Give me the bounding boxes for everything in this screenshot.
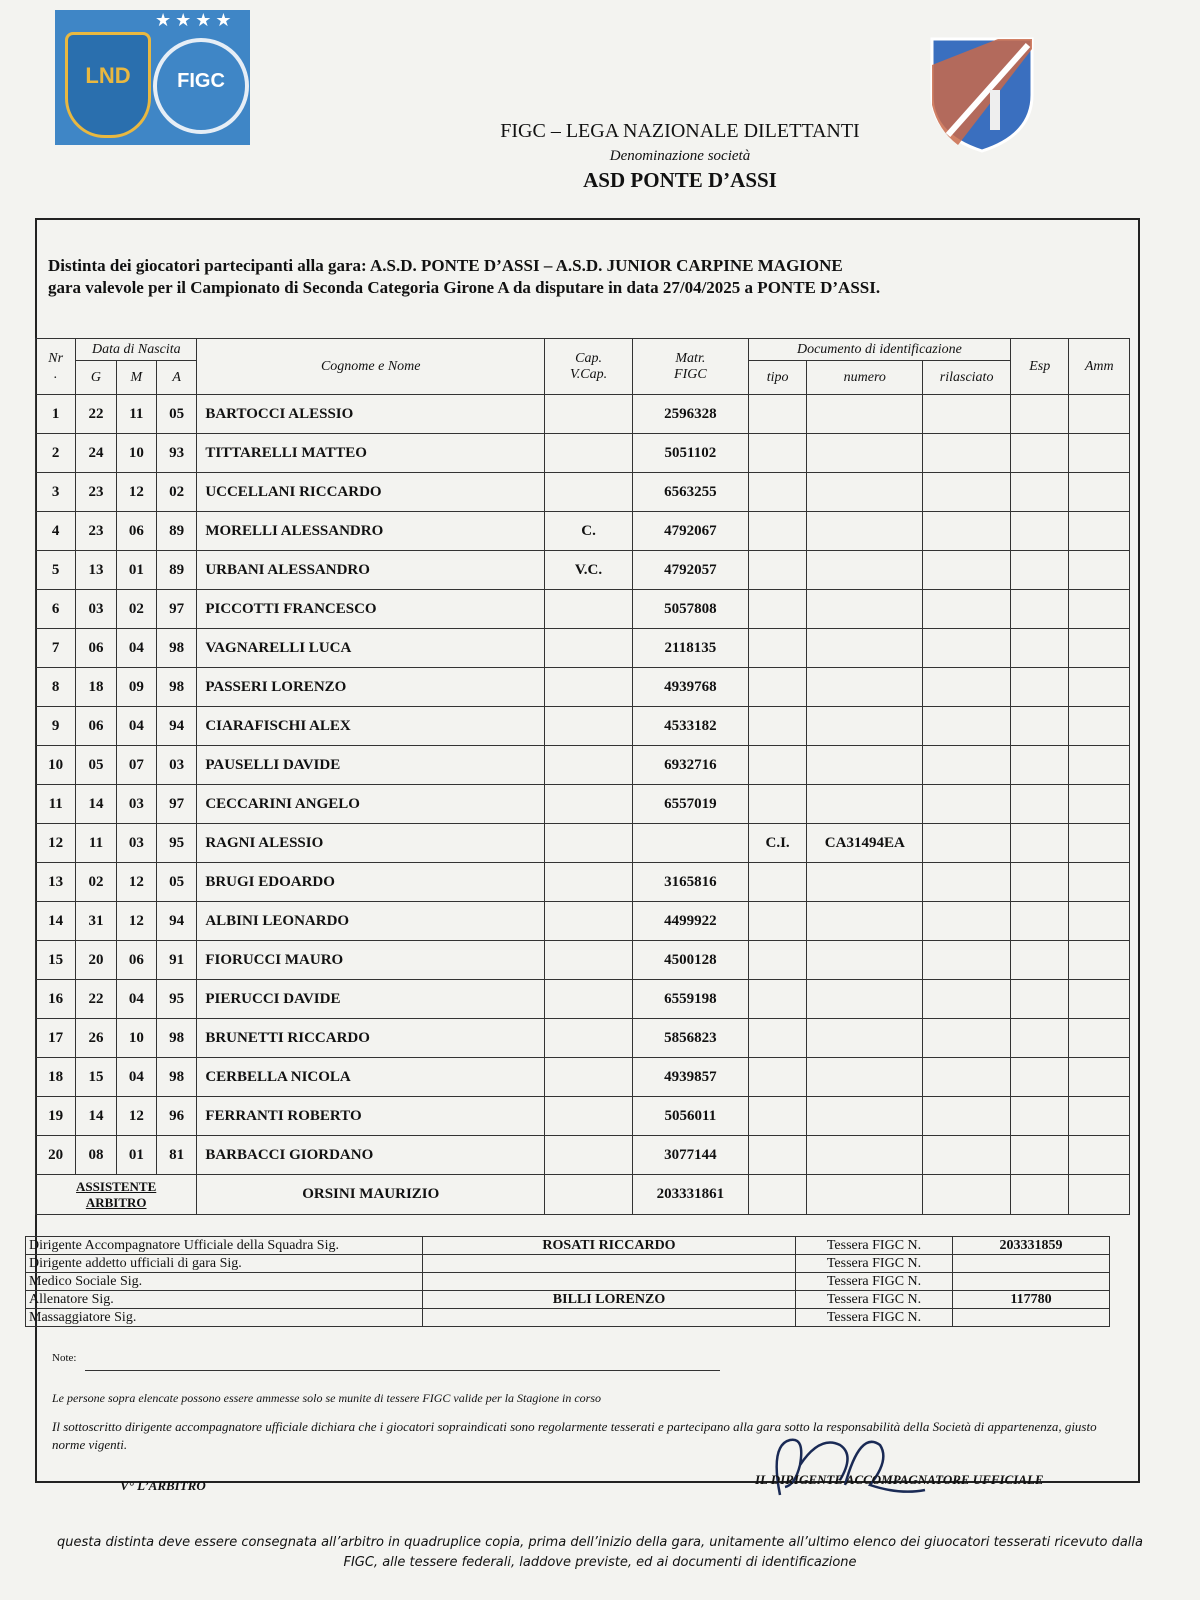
cell-a: 95 (156, 824, 196, 863)
cell-numero (807, 707, 923, 746)
cell-a: 81 (156, 1136, 196, 1175)
col-tipo: tipo (748, 361, 806, 395)
cell-nr: 3 (36, 473, 76, 512)
cell-numero (807, 590, 923, 629)
staff-tessera_label: Tessera FIGC N. (796, 1237, 953, 1255)
cell-matr: 5856823 (632, 1019, 748, 1058)
cell-g: 06 (76, 707, 116, 746)
col-data-nascita: Data di Nascita (76, 339, 197, 361)
cell-tipo (748, 590, 806, 629)
cell-cap (545, 1019, 633, 1058)
cell-g: 02 (76, 863, 116, 902)
staff-role: Allenatore Sig. (26, 1291, 423, 1309)
cell-name: TITTARELLI MATTEO (197, 434, 545, 473)
cell-matr (632, 824, 748, 863)
cell-name: VAGNARELLI LUCA (197, 629, 545, 668)
cell-cap (545, 473, 633, 512)
table-row (36, 1058, 1130, 1097)
staff-tessera: 117780 (953, 1291, 1110, 1309)
staff-tessera (953, 1255, 1110, 1273)
cell-cap (545, 629, 633, 668)
cell-matr: 4499922 (632, 902, 748, 941)
cell-numero (807, 902, 923, 941)
cell-cap (545, 863, 633, 902)
cell-nr: 9 (36, 707, 76, 746)
footer-instructions: questa distinta deve essere consegnata all’arbitro in quadruplice copia, prima dell’inizio della gara, unitamente all’ultimo elenco dei giuocatori tesserati ricevuto dalla FIGC, alle tessere federali, laddove previste, ed ai documenti di identificazione (57, 1535, 1143, 1570)
table-row (36, 629, 1130, 668)
cell-matr: 4533182 (632, 707, 748, 746)
denominazione-label: Denominazione società (609, 148, 751, 164)
staff-table (25, 1236, 1110, 1327)
col-documento: Documento di identificazione (748, 339, 1010, 361)
cell-cap (545, 941, 633, 980)
cell-name: FIORUCCI MAURO (197, 941, 545, 980)
cell-matr: 4792067 (632, 512, 748, 551)
cell-matr: 4939768 (632, 668, 748, 707)
cell-m: 10 (116, 434, 156, 473)
cell-tipo (748, 1097, 806, 1136)
cell-tipo (748, 785, 806, 824)
society-name: ASD PONTE D’ASSI (583, 168, 777, 192)
dirigente-signature-label: IL DIRIGENTE ACCOMPAGNATORE UFFICIALE (755, 1472, 1044, 1487)
cell-name: ALBINI LEONARDO (197, 902, 545, 941)
staff-tessera_label: Tessera FIGC N. (796, 1309, 953, 1327)
staff-row (26, 1291, 1110, 1309)
cell-g: 08 (76, 1136, 116, 1175)
cell-tipo (748, 707, 806, 746)
cell-nr: 6 (36, 590, 76, 629)
table-row (36, 980, 1130, 1019)
cell-numero (807, 785, 923, 824)
cell-g: 14 (76, 1097, 116, 1136)
table-row (36, 746, 1130, 785)
cell-m: 01 (116, 551, 156, 590)
cell-g: 22 (76, 395, 116, 434)
staff-name (423, 1309, 796, 1327)
cell-numero (807, 1058, 923, 1097)
cell-tipo (748, 1019, 806, 1058)
cell-cap (545, 707, 633, 746)
cell-g: 13 (76, 551, 116, 590)
cell-a: 02 (156, 473, 196, 512)
table-row (36, 902, 1130, 941)
cell-m: 12 (116, 1097, 156, 1136)
assistant-name: ORSINI MAURIZIO (197, 1175, 545, 1215)
staff-tessera_label: Tessera FIGC N. (796, 1273, 953, 1291)
cell-a: 94 (156, 707, 196, 746)
table-row (36, 590, 1130, 629)
cell-matr: 4939857 (632, 1058, 748, 1097)
col-a: A (156, 361, 196, 395)
cell-numero (807, 1019, 923, 1058)
staff-tessera_label: Tessera FIGC N. (796, 1255, 953, 1273)
staff-tessera (953, 1309, 1110, 1327)
cell-matr: 6559198 (632, 980, 748, 1019)
cell-nr: 5 (36, 551, 76, 590)
cell-cap (545, 785, 633, 824)
cell-a: 91 (156, 941, 196, 980)
col-g: G (76, 361, 116, 395)
table-row (36, 824, 1130, 863)
cell-m: 01 (116, 1136, 156, 1175)
cell-matr: 6557019 (632, 785, 748, 824)
cell-tipo (748, 902, 806, 941)
cell-nr: 15 (36, 941, 76, 980)
cell-matr: 6563255 (632, 473, 748, 512)
cell-nr: 4 (36, 512, 76, 551)
cell-nr: 2 (36, 434, 76, 473)
table-row (36, 707, 1130, 746)
cell-matr: 3077144 (632, 1136, 748, 1175)
staff-role: Massaggiatore Sig. (26, 1309, 423, 1327)
cell-name: CERBELLA NICOLA (197, 1058, 545, 1097)
cell-matr: 4792057 (632, 551, 748, 590)
cell-name: FERRANTI ROBERTO (197, 1097, 545, 1136)
cell-nr: 14 (36, 902, 76, 941)
cell-cap (545, 590, 633, 629)
players-table (35, 338, 1130, 1215)
cell-numero: CA31494EA (807, 824, 923, 863)
match-title-line2: gara valevole per il Campionato di Seconda Categoria Girone A da disputare in data 27/04/2025 a PONTE D’ASSI. (48, 278, 881, 297)
cell-name: BRUGI EDOARDO (197, 863, 545, 902)
cell-m: 12 (116, 473, 156, 512)
cell-a: 97 (156, 785, 196, 824)
cell-g: 20 (76, 941, 116, 980)
cell-name: MORELLI ALESSANDRO (197, 512, 545, 551)
cell-g: 23 (76, 512, 116, 551)
cell-g: 24 (76, 434, 116, 473)
staff-row (26, 1273, 1110, 1291)
cell-g: 03 (76, 590, 116, 629)
cell-a: 94 (156, 902, 196, 941)
table-row (36, 668, 1130, 707)
cell-g: 18 (76, 668, 116, 707)
cell-m: 04 (116, 1058, 156, 1097)
staff-role: Medico Sociale Sig. (26, 1273, 423, 1291)
cell-cap (545, 746, 633, 785)
cell-tipo (748, 512, 806, 551)
staff-row (26, 1309, 1110, 1327)
cell-matr: 2596328 (632, 395, 748, 434)
cell-tipo (748, 1136, 806, 1175)
cell-g: 22 (76, 980, 116, 1019)
cell-name: PASSERI LORENZO (197, 668, 545, 707)
cell-name: PIERUCCI DAVIDE (197, 980, 545, 1019)
staff-row (26, 1237, 1110, 1255)
assistant-label-1: ASSISTENTE (76, 1178, 157, 1194)
col-name: Cognome e Nome (197, 339, 545, 395)
cell-numero (807, 551, 923, 590)
cell-a: 97 (156, 590, 196, 629)
col-matr: Matr. FIGC (632, 339, 748, 395)
cell-tipo (748, 863, 806, 902)
cell-nr: 18 (36, 1058, 76, 1097)
cell-m: 03 (116, 824, 156, 863)
validity-note: Le persone sopra elencate possono essere ammesse solo se munite di tessere FIGC valide per la Stagione in corso (52, 1391, 602, 1405)
figc-emblem-icon: FIGC (153, 38, 249, 134)
cell-m: 07 (116, 746, 156, 785)
cell-nr: 16 (36, 980, 76, 1019)
col-cap: Cap. V.Cap. (545, 339, 633, 395)
cell-matr: 6932716 (632, 746, 748, 785)
cell-numero (807, 1136, 923, 1175)
cell-numero (807, 863, 923, 902)
cell-cap (545, 980, 633, 1019)
cell-numero (807, 434, 923, 473)
cell-g: 05 (76, 746, 116, 785)
note-label: Note: (52, 1352, 77, 1364)
cell-numero (807, 980, 923, 1019)
cell-m: 06 (116, 941, 156, 980)
cell-m: 04 (116, 980, 156, 1019)
staff-name: BILLI LORENZO (423, 1291, 796, 1309)
cell-name: URBANI ALESSANDRO (197, 551, 545, 590)
handwritten-signature-icon (760, 1425, 930, 1505)
cell-name: UCCELLANI RICCARDO (197, 473, 545, 512)
table-row (36, 434, 1130, 473)
cell-a: 05 (156, 863, 196, 902)
col-nr: Nr . (36, 339, 76, 395)
cell-cap: C. (545, 512, 633, 551)
cell-a: 98 (156, 1019, 196, 1058)
cell-cap (545, 395, 633, 434)
cell-a: 98 (156, 629, 196, 668)
cell-matr: 5056011 (632, 1097, 748, 1136)
cell-tipo (748, 629, 806, 668)
cell-m: 10 (116, 1019, 156, 1058)
cell-a: 05 (156, 395, 196, 434)
staff-role: Dirigente Accompagnatore Ufficiale della Squadra Sig. (26, 1237, 423, 1255)
table-row (36, 395, 1130, 434)
lnd-shield-icon: LND (65, 32, 151, 138)
cell-name: PAUSELLI DAVIDE (197, 746, 545, 785)
cell-numero (807, 512, 923, 551)
cell-cap (545, 1058, 633, 1097)
cell-m: 04 (116, 629, 156, 668)
cell-numero (807, 1097, 923, 1136)
cell-tipo (748, 473, 806, 512)
cell-matr: 5051102 (632, 434, 748, 473)
cell-nr: 17 (36, 1019, 76, 1058)
table-row (36, 473, 1130, 512)
cell-matr: 4500128 (632, 941, 748, 980)
cell-g: 14 (76, 785, 116, 824)
cell-g: 06 (76, 629, 116, 668)
assistant-matr: 203331861 (632, 1175, 748, 1215)
cell-name: BRUNETTI RICCARDO (197, 1019, 545, 1058)
cell-cap (545, 434, 633, 473)
declaration-text: Il sottoscritto dirigente accompagnatore ufficiale dichiara che i giocatori sopraindicati sono regolarmente tesserati e partecipano alla gara sotto la responsabilità della Società di appartenenza, giusto norme vigenti. (52, 1419, 1097, 1452)
cell-cap (545, 1097, 633, 1136)
cell-m: 06 (116, 512, 156, 551)
cell-numero (807, 395, 923, 434)
cell-a: 89 (156, 512, 196, 551)
cell-m: 11 (116, 395, 156, 434)
cell-tipo (748, 395, 806, 434)
cell-cap (545, 824, 633, 863)
cell-a: 03 (156, 746, 196, 785)
cell-matr: 2118135 (632, 629, 748, 668)
org-title: FIGC – LEGA NAZIONALE DILETTANTI (500, 120, 860, 142)
cell-a: 95 (156, 980, 196, 1019)
cell-tipo (748, 668, 806, 707)
staff-name (423, 1273, 796, 1291)
cell-a: 89 (156, 551, 196, 590)
cell-nr: 7 (36, 629, 76, 668)
cell-g: 31 (76, 902, 116, 941)
staff-name: ROSATI RICCARDO (423, 1237, 796, 1255)
cell-tipo (748, 551, 806, 590)
cell-numero (807, 473, 923, 512)
cell-cap (545, 668, 633, 707)
cell-cap (545, 902, 633, 941)
cell-nr: 11 (36, 785, 76, 824)
cell-tipo (748, 434, 806, 473)
cell-tipo (748, 941, 806, 980)
stars-icon: ★★★★ (155, 10, 236, 30)
cell-tipo (748, 1058, 806, 1097)
cell-a: 96 (156, 1097, 196, 1136)
staff-tessera: 203331859 (953, 1237, 1110, 1255)
cell-tipo: C.I. (748, 824, 806, 863)
cell-cap: V.C. (545, 551, 633, 590)
cell-m: 02 (116, 590, 156, 629)
match-title-line1: Distinta dei giocatori partecipanti alla gara: A.S.D. PONTE D’ASSI – A.S.D. JUNIOR CARPINE MAGIONE (48, 256, 843, 275)
staff-row (26, 1255, 1110, 1273)
cell-name: BARTOCCI ALESSIO (197, 395, 545, 434)
staff-role: Dirigente addetto ufficiali di gara Sig. (26, 1255, 423, 1273)
assistant-row (36, 1175, 1130, 1215)
cell-tipo (748, 746, 806, 785)
cell-numero (807, 668, 923, 707)
col-amm: Amm (1069, 339, 1130, 395)
table-row (36, 512, 1130, 551)
assistant-label-2: ARBITRO (85, 1194, 147, 1210)
cell-name: CECCARINI ANGELO (197, 785, 545, 824)
col-esp: Esp (1010, 339, 1068, 395)
cell-nr: 1 (36, 395, 76, 434)
cell-a: 93 (156, 434, 196, 473)
cell-tipo (748, 980, 806, 1019)
note-line (85, 1370, 720, 1371)
table-row (36, 863, 1130, 902)
match-title (48, 255, 1128, 299)
cell-g: 23 (76, 473, 116, 512)
cell-m: 04 (116, 707, 156, 746)
table-row (36, 1097, 1130, 1136)
cell-m: 12 (116, 863, 156, 902)
cell-m: 09 (116, 668, 156, 707)
cell-nr: 12 (36, 824, 76, 863)
cell-numero (807, 746, 923, 785)
cell-numero (807, 941, 923, 980)
cell-name: CIARAFISCHI ALEX (197, 707, 545, 746)
cell-name: PICCOTTI FRANCESCO (197, 590, 545, 629)
cell-matr: 3165816 (632, 863, 748, 902)
cell-m: 12 (116, 902, 156, 941)
table-row (36, 941, 1130, 980)
cell-matr: 5057808 (632, 590, 748, 629)
col-rilasciato: rilasciato (923, 361, 1011, 395)
col-m: M (116, 361, 156, 395)
col-numero: numero (807, 361, 923, 395)
staff-tessera (953, 1273, 1110, 1291)
cell-nr: 20 (36, 1136, 76, 1175)
cell-g: 15 (76, 1058, 116, 1097)
cell-a: 98 (156, 1058, 196, 1097)
cell-nr: 19 (36, 1097, 76, 1136)
cell-nr: 8 (36, 668, 76, 707)
cell-m: 03 (116, 785, 156, 824)
cell-a: 98 (156, 668, 196, 707)
cell-nr: 10 (36, 746, 76, 785)
table-row (36, 551, 1130, 590)
cell-g: 11 (76, 824, 116, 863)
arbitro-signature-label: V° L’ARBITRO (120, 1478, 206, 1493)
staff-name (423, 1255, 796, 1273)
table-row (36, 785, 1130, 824)
cell-name: BARBACCI GIORDANO (197, 1136, 545, 1175)
table-row (36, 1136, 1130, 1175)
table-row (36, 1019, 1130, 1058)
cell-nr: 13 (36, 863, 76, 902)
cell-numero (807, 629, 923, 668)
cell-g: 26 (76, 1019, 116, 1058)
staff-tessera_label: Tessera FIGC N. (796, 1291, 953, 1309)
cell-name: RAGNI ALESSIO (197, 824, 545, 863)
cell-cap (545, 1136, 633, 1175)
